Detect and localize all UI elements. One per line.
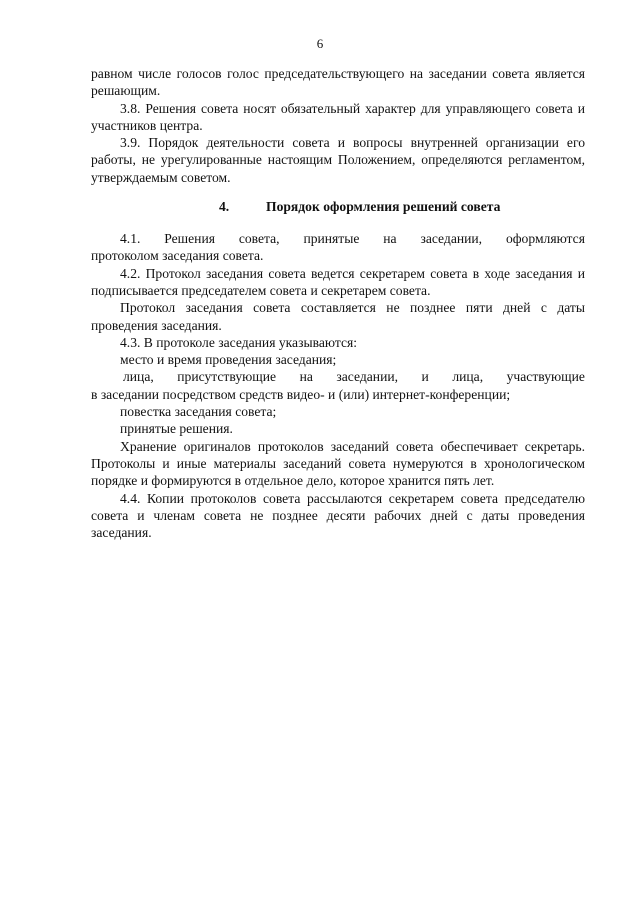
paragraph-4-4: 4.4. Копии протоколов совета рассылаются секретарем совета председателю совета и членам совета не позднее десяти рабочих дней с даты проведения заседания. — [91, 490, 585, 541]
list-item-decisions: принятые решения. — [120, 421, 233, 437]
section-title: Порядок оформления решений совета — [266, 199, 501, 215]
word: участвующие — [506, 369, 585, 385]
word: и — [421, 369, 429, 385]
paragraph-continuation: равном числе голосов голос председательствующего на заседании совета является решающим. — [91, 66, 585, 99]
list-item-attendees — [91, 368, 585, 403]
word: на — [383, 231, 397, 247]
paragraph-storage: Хранение оригиналов протоколов заседаний совета обеспечивает секретарь. Протоколы и иные материалы заседаний совета нумеруются в хронологическом порядке и формируются в отдельное дело, которое хранится пять лет. — [91, 438, 585, 489]
word: совета, — [238, 231, 280, 247]
list-item-agenda: повестка заседания совета; — [120, 404, 277, 420]
word: заседании, — [336, 369, 399, 385]
paragraph-4-2: 4.2. Протокол заседания совета ведется секретарем совета в ходе заседания и подписывается председателем совета и секретарем совета. — [91, 265, 585, 298]
paragraph-3-9: 3.9. Порядок деятельности совета и вопросы внутренней организации его работы, не урегулированные настоящим Положением, определяются регламентом, утверждаемым советом. — [91, 135, 585, 185]
paragraph-4-1-line2: протоколом заседания совета. — [91, 248, 264, 264]
list-item-attendees-line2: в заседании посредством средств видео- и (или) интернет-конференции; — [91, 386, 511, 402]
word: оформляются — [505, 231, 585, 247]
word: заседании, — [420, 231, 483, 247]
section-number: 4. — [219, 199, 230, 215]
list-item-place-time: место и время проведения заседания; — [120, 352, 337, 368]
word: Решения — [164, 231, 215, 247]
list-item-attendees-line1 — [91, 368, 585, 385]
page-number: 6 — [316, 36, 324, 51]
paragraph-4-1-line1 — [91, 230, 585, 247]
paragraph-3-8: 3.8. Решения совета носят обязательный характер для управляющего совета и участников центра. — [91, 100, 585, 133]
word: на — [299, 369, 313, 385]
word: лица, — [452, 369, 484, 385]
paragraph-4-2-protocol-deadline: Протокол заседания совета составляется не позднее пяти дней с даты проведения заседания. — [91, 300, 585, 333]
word: 4.1. — [120, 231, 141, 247]
word: лица, — [123, 369, 154, 385]
paragraph-4-1 — [91, 230, 585, 265]
paragraph-4-3: 4.3. В протоколе заседания указываются: — [120, 334, 358, 350]
word: присутствующие — [177, 369, 277, 385]
section-heading — [91, 198, 585, 216]
document-body — [91, 65, 585, 541]
word: принятые — [303, 231, 360, 247]
